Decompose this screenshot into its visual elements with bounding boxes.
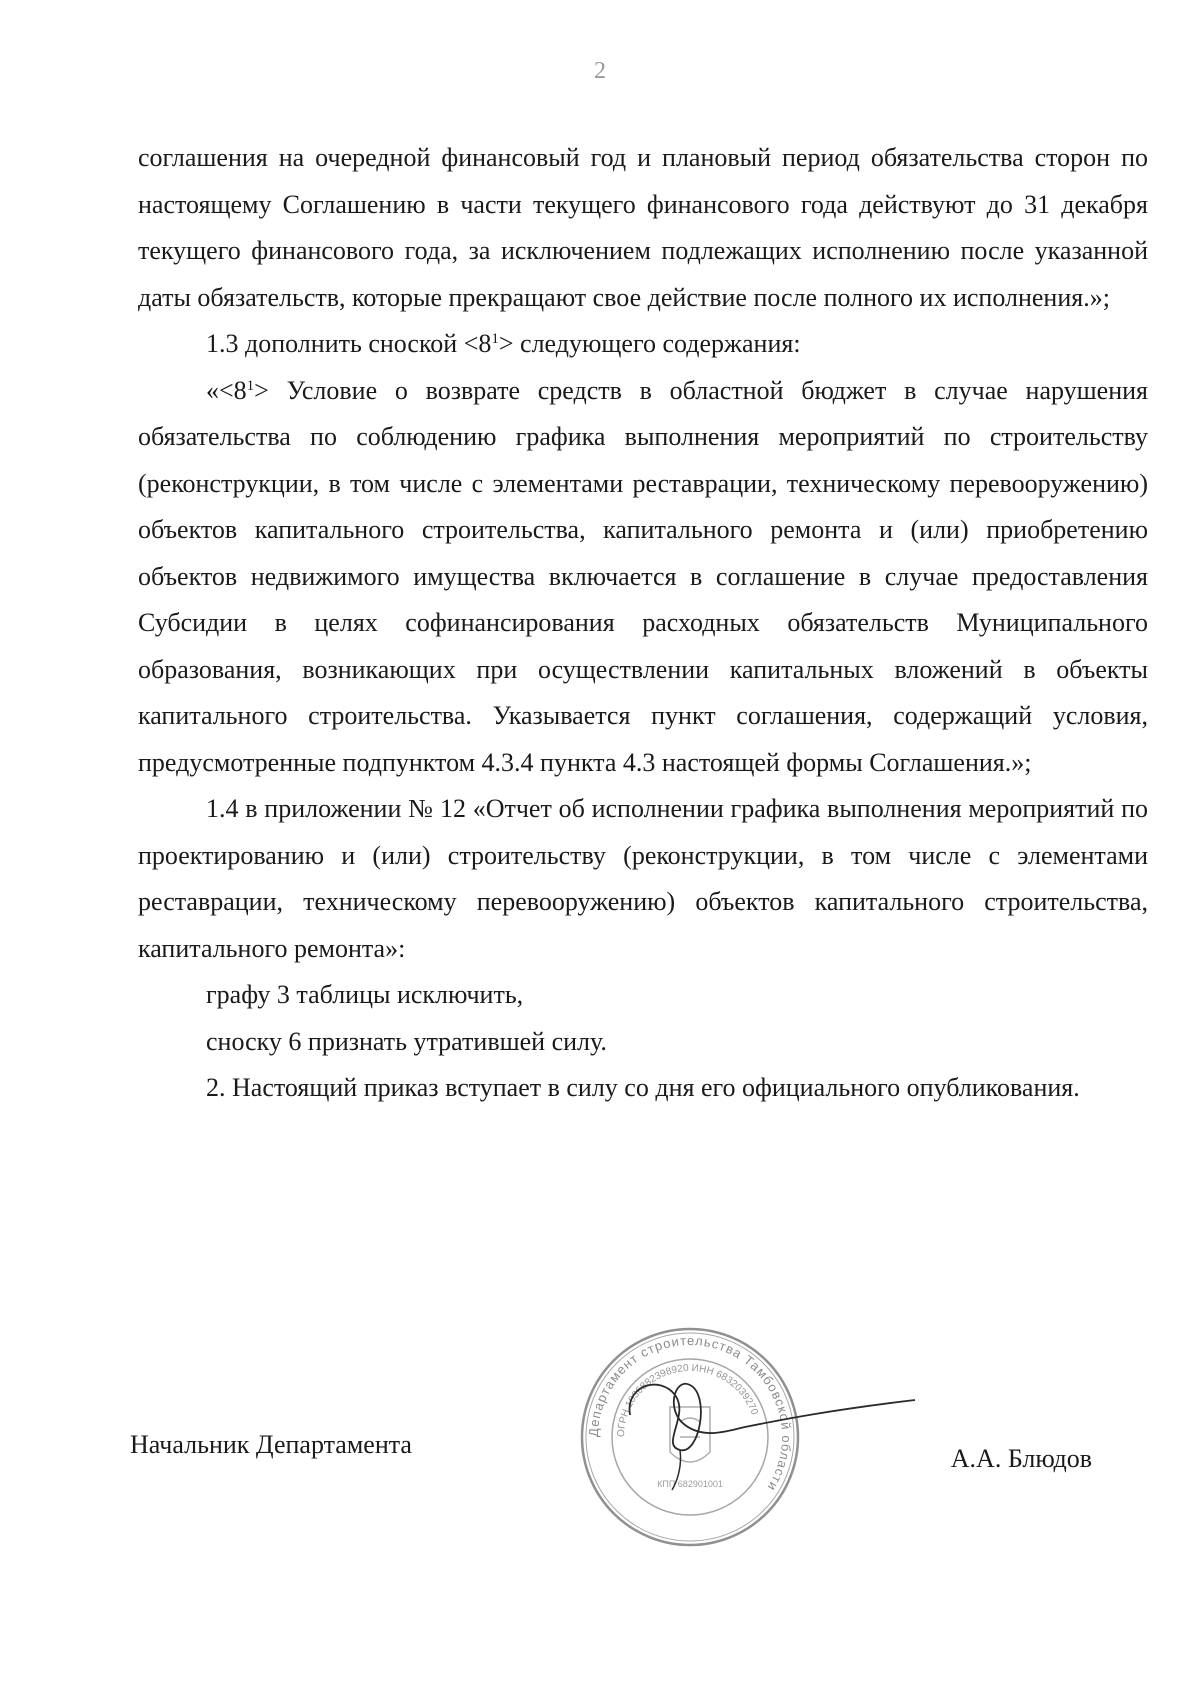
paragraph-2-effective: 2. Настоящий приказ вступает в силу со дня его официального опубликования. xyxy=(206,1073,1080,1102)
signatory-name: А.А. Блюдов xyxy=(950,1444,1092,1473)
page-number: 2 xyxy=(594,58,606,84)
paragraph-continuation: соглашения на очередной финансовый год и плановый период обязательства сторон по настоящему Соглашению в части текущего финансового года действуют до 31 декабря текущего финансового года, за исключением подлежащих исполнению после указанной даты обязательств, которые прекращают свое действие после полного их исполнения.»; xyxy=(138,143,1148,312)
paragraph-footnote-text: «$<8^1>$ Условие о возврате средств в областной бюджет в случае нарушения обязательства по соблюдению графика выполнения мероприятий по строительству (реконструкции, в том числе с элементами реставрации, техническому перевооружению) объектов капитального строительства, капитального ремонта и (или) приобретению объектов недвижимого имущества включается в соглашение в случае предоставления Субсидии в целях софинансирования расходных обязательств Муниципального образования, возникающих при осуществлении капитальных вложений в объекты капитального строительства. Указывается пункт соглашения, содержащий условия, предусмотренные подпунктом 4.3.4 пункта 4.3 настоящей формы Соглашения.»; xyxy=(138,375,1148,777)
paragraph-1-3: 1.3 дополнить сноской $<8^1>$ следующего содержания: xyxy=(206,329,801,358)
stamp-inner-text: ОГРН 1036882398920 ИНН 6832039270 xyxy=(615,1362,760,1438)
stamp-outer-text: Департамент строительства Тамбовской области xyxy=(585,1332,795,1495)
paragraph-footnote-6: сноску 6 признать утратившей силу. xyxy=(206,1026,607,1056)
document-body xyxy=(138,135,1148,1112)
paragraph-column-3: графу 3 таблицы исключить, xyxy=(206,980,524,1009)
paragraph-1-4: 1.4 в приложении № 12 «Отчет об исполнении графика выполнения мероприятий по проектированию и (или) строительству (реконструкции, в том числе с элементами реставрации, техническому перевооружению) объектов капитального строительства, капитального ремонта»: xyxy=(138,794,1148,963)
stamp-code: КПП 682901001 xyxy=(657,1479,723,1489)
signatory-position: Начальник Департамента xyxy=(130,1430,412,1459)
signature-block xyxy=(130,1430,1100,1530)
